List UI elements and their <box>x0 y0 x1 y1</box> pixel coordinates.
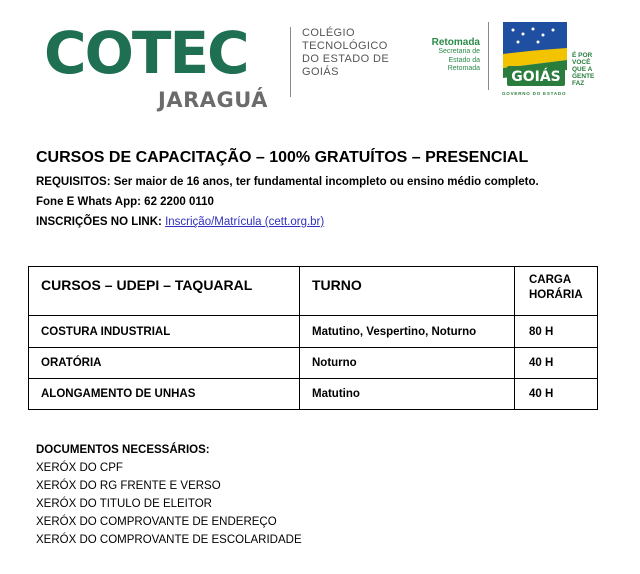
tag-line: FAZ <box>572 80 585 87</box>
inscricoes <box>36 216 324 228</box>
courses-table <box>28 266 598 410</box>
cell-turno: Matutino, Vespertino, Noturno <box>300 316 515 348</box>
retomada-line: Estado da <box>448 56 480 64</box>
tag-line: GENTE <box>572 73 595 80</box>
tag-line: QUE A <box>572 66 593 73</box>
cell-turno: Matutino <box>300 379 515 410</box>
documentos-heading: DOCUMENTOS NECESSÁRIOS: <box>36 444 210 456</box>
retomada-logo <box>412 37 480 74</box>
inscricoes-label: INSCRIÇÕES NO LINK: <box>36 216 162 228</box>
table-row <box>29 348 598 379</box>
header-carga-line1: CARGA <box>529 274 572 286</box>
table-header-row <box>29 267 598 316</box>
retomada-title: Retomada <box>431 37 480 48</box>
cell-curso: ORATÓRIA <box>29 348 300 379</box>
cell-carga: 80 H <box>515 316 598 348</box>
retomada-line: Retomada <box>447 65 480 72</box>
cell-turno: Noturno <box>300 348 515 379</box>
goias-gov: GOVERNO DO ESTADO <box>502 91 567 96</box>
colegio-line: DO ESTADO DE <box>302 53 390 65</box>
inscricoes-link[interactable]: Inscrição/Matrícula (cett.org.br) <box>165 216 325 228</box>
list-item: XERÓX DO TITULO DE ELEITOR <box>36 498 212 510</box>
header-logos <box>0 0 640 120</box>
cell-carga: 40 H <box>515 379 598 410</box>
retomada-line: Secretaria de <box>438 48 480 55</box>
divider <box>290 27 291 97</box>
tag-line: É POR <box>572 52 593 59</box>
header-turno: TURNO <box>300 267 515 316</box>
page-title: CURSOS DE CAPACITAÇÃO – 100% GRATUÍTOS – PRESENCIAL <box>36 149 529 166</box>
requisitos: REQUISITOS: Ser maior de 16 anos, ter fundamental incompleto ou ensino médio completo. <box>36 176 539 188</box>
list-item: XERÓX DO COMPROVANTE DE ENDEREÇO <box>36 516 277 528</box>
cell-curso: COSTURA INDUSTRIAL <box>29 316 300 348</box>
goias-name: GOIÁS <box>511 69 561 85</box>
table-row <box>29 316 598 348</box>
fone: Fone E Whats App: 62 2200 0110 <box>36 196 214 208</box>
documentos-section <box>36 441 302 549</box>
header-carga <box>515 267 598 316</box>
list-item: XERÓX DO RG FRENTE E VERSO <box>36 480 221 492</box>
cotec-logo <box>44 19 248 87</box>
list-item: XERÓX DO COMPROVANTE DE ESCOLARIDADE <box>36 534 302 546</box>
tag-line: VOCÊ <box>572 59 591 66</box>
table-row <box>29 379 598 410</box>
goias-tagline <box>572 52 594 87</box>
colegio-line: GOIÁS <box>302 66 339 78</box>
colegio-line: COLÉGIO <box>302 27 355 39</box>
logo-tec: TEC <box>131 19 248 87</box>
colegio-text <box>302 27 389 79</box>
header-cursos: CURSOS – UDEPI – TAQUARAL <box>29 267 300 316</box>
divider <box>488 22 489 90</box>
header-carga-line2: HORÁRIA <box>529 289 583 301</box>
cell-curso: ALONGAMENTO DE UNHAS <box>29 379 300 410</box>
logo-city: JARAGUÁ <box>158 88 268 112</box>
cell-carga: 40 H <box>515 348 598 379</box>
logo-co: CO <box>44 19 132 87</box>
list-item: XERÓX DO CPF <box>36 462 123 474</box>
colegio-line: TECNOLÓGICO <box>302 40 388 52</box>
